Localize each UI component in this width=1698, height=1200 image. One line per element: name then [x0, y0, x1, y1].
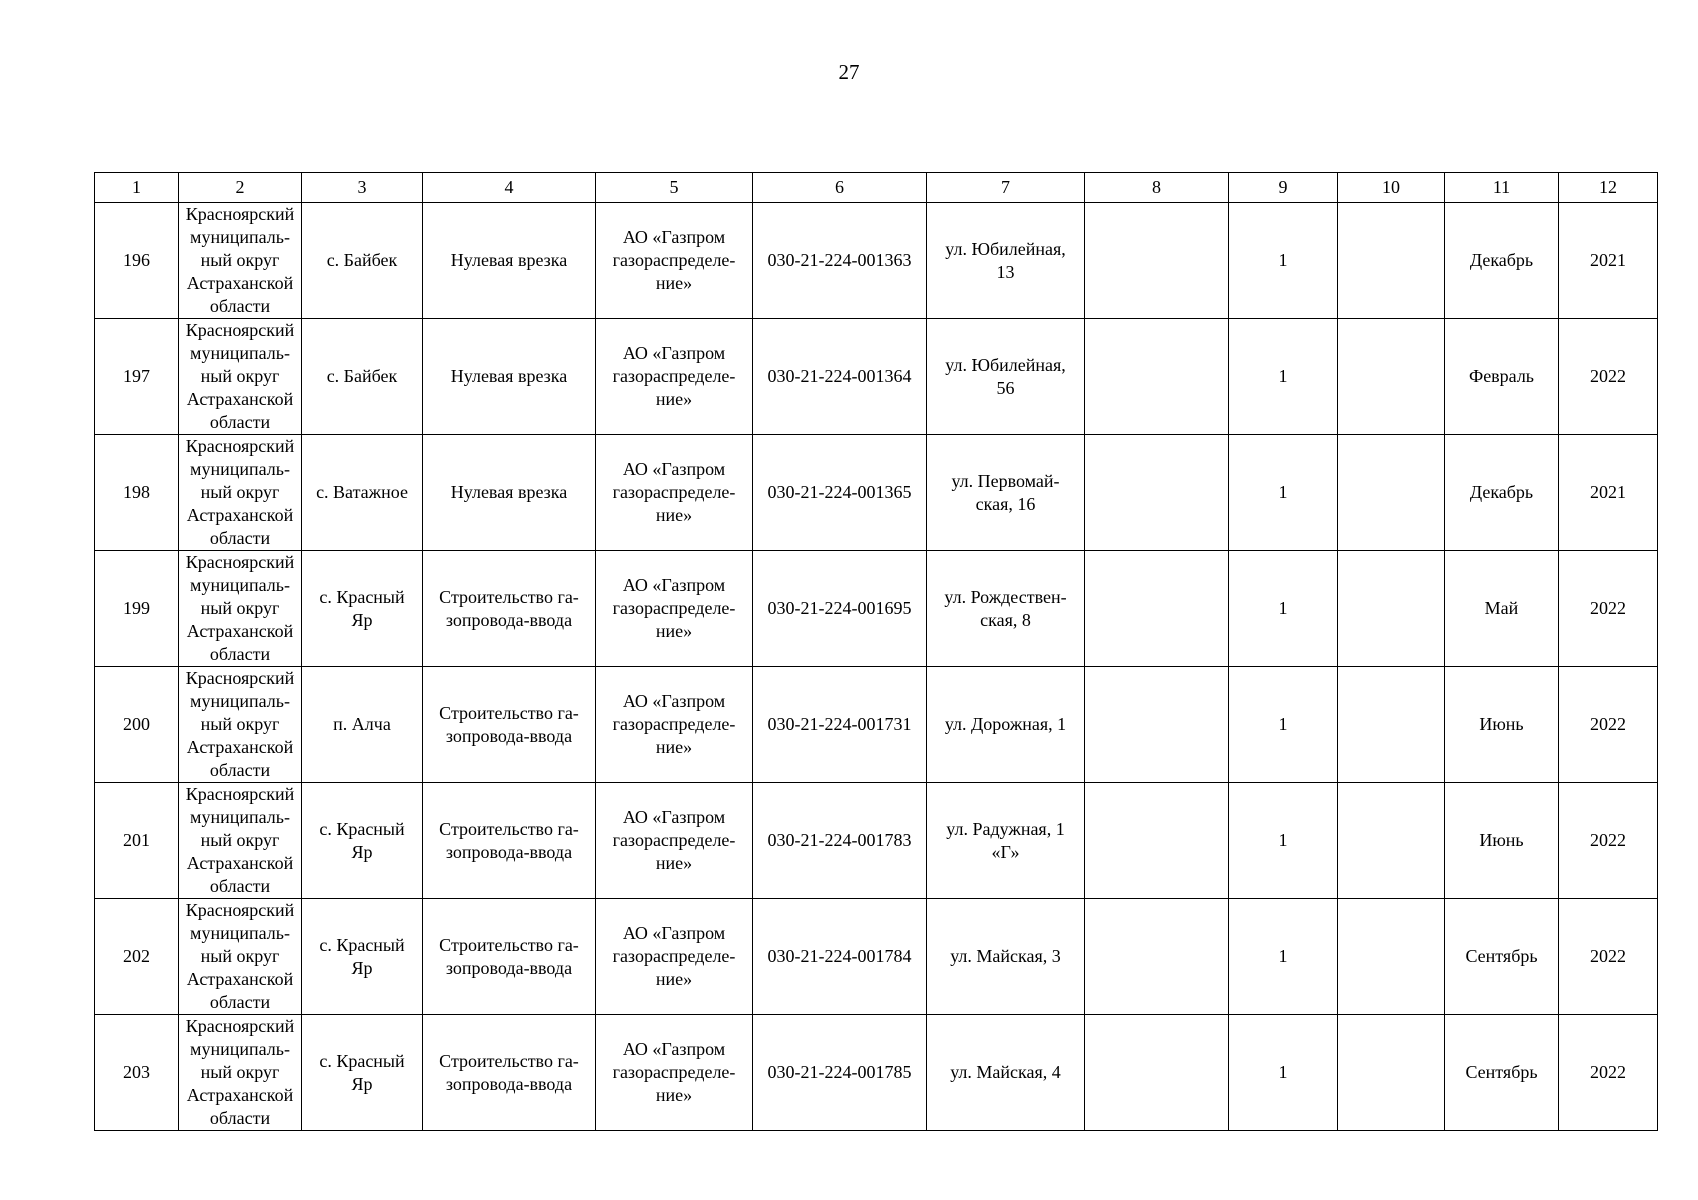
cell-text: 201 [123, 830, 150, 850]
cell-year [1559, 899, 1658, 1015]
cell-work-type [423, 551, 596, 667]
cell-address [927, 435, 1085, 551]
cell-region [179, 783, 302, 899]
table-row [95, 435, 1658, 551]
cell-address [927, 551, 1085, 667]
cell-settlement [302, 319, 423, 435]
cell-text: АО «Газпром газораспределе- ние» [612, 807, 736, 873]
cell-text: 1 [1278, 482, 1288, 502]
cell-text: 2021 [1590, 250, 1626, 270]
cell-col-10 [1338, 783, 1445, 899]
column-header: 2 [179, 173, 302, 203]
cell-code [753, 551, 927, 667]
cell-text: ул. Рождествен- ская, 8 [944, 586, 1067, 630]
cell-text: Красноярский муниципаль- ный округ Астраханской области [185, 784, 295, 896]
cell-text: 1 [1278, 714, 1288, 734]
cell-text: 030-21-224-001784 [767, 946, 912, 966]
cell-month [1445, 435, 1559, 551]
cell-text: Строительство га- зопровода-ввода [439, 1050, 579, 1094]
cell-address [927, 1015, 1085, 1131]
cell-organization [596, 783, 753, 899]
cell-text: 2022 [1590, 366, 1626, 386]
cell-text: ул. Юбилейная, 13 [945, 238, 1066, 282]
cell-text: Красноярский муниципаль- ный округ Астраханской области [185, 436, 295, 548]
column-header: 12 [1559, 173, 1658, 203]
cell-text: 1 [1278, 946, 1288, 966]
column-header: 9 [1229, 173, 1338, 203]
cell-text: 2021 [1590, 482, 1626, 502]
cell-text: 2022 [1590, 946, 1626, 966]
cell-text: АО «Газпром газораспределе- ние» [612, 343, 736, 409]
cell-text: ул. Радужная, 1 «Г» [946, 818, 1065, 862]
cell-number [95, 667, 179, 783]
cell-text: 2022 [1590, 830, 1626, 850]
cell-settlement [302, 899, 423, 1015]
cell-col-10 [1338, 435, 1445, 551]
table-row [95, 203, 1658, 319]
cell-text: 030-21-224-001365 [767, 482, 912, 502]
cell-settlement [302, 667, 423, 783]
cell-month [1445, 899, 1559, 1015]
cell-text: ул. Юбилейная, 56 [945, 354, 1066, 398]
cell-year [1559, 1015, 1658, 1131]
cell-address [927, 203, 1085, 319]
cell-text: Нулевая врезка [450, 250, 568, 270]
cell-text: Декабрь [1469, 250, 1534, 270]
page-number: 27 [838, 60, 860, 84]
cell-text: Красноярский муниципаль- ный округ Астраханской области [185, 900, 295, 1012]
cell-text: 202 [123, 946, 150, 966]
cell-text: 197 [123, 366, 150, 386]
cell-code [753, 899, 927, 1015]
cell-organization [596, 899, 753, 1015]
cell-text: с. Красный Яр [319, 586, 405, 630]
cell-settlement [302, 551, 423, 667]
cell-work-type [423, 319, 596, 435]
table-row [95, 1015, 1658, 1131]
cell-organization [596, 435, 753, 551]
cell-month [1445, 551, 1559, 667]
table-body [95, 173, 1658, 1131]
cell-text: Сентябрь [1465, 1062, 1538, 1082]
cell-region [179, 435, 302, 551]
cell-text: Красноярский муниципаль- ный округ Астраханской области [185, 668, 295, 780]
cell-text: АО «Газпром газораспределе- ние» [612, 459, 736, 525]
cell-text: 1 [1278, 598, 1288, 618]
cell-text: Красноярский муниципаль- ный округ Астраханской области [185, 320, 295, 432]
cell-settlement [302, 1015, 423, 1131]
cell-region [179, 551, 302, 667]
cell-text: 030-21-224-001363 [767, 250, 912, 270]
cell-quantity [1229, 1015, 1338, 1131]
cell-quantity [1229, 899, 1338, 1015]
cell-code [753, 203, 927, 319]
cell-col-10 [1338, 319, 1445, 435]
cell-code [753, 783, 927, 899]
cell-text: 1 [1278, 830, 1288, 850]
cell-text: Строительство га- зопровода-ввода [439, 586, 579, 630]
cell-col-8 [1085, 783, 1229, 899]
cell-col-8 [1085, 551, 1229, 667]
cell-year [1559, 435, 1658, 551]
cell-col-10 [1338, 551, 1445, 667]
cell-settlement [302, 435, 423, 551]
cell-text: Красноярский муниципаль- ный округ Астраханской области [185, 1016, 295, 1128]
cell-number [95, 435, 179, 551]
cell-text: с. Байбек [326, 250, 398, 270]
cell-text: ул. Майская, 4 [950, 1062, 1061, 1082]
cell-work-type [423, 1015, 596, 1131]
cell-text: 199 [123, 598, 150, 618]
cell-number [95, 203, 179, 319]
table-row [95, 899, 1658, 1015]
cell-region [179, 319, 302, 435]
cell-code [753, 667, 927, 783]
cell-organization [596, 319, 753, 435]
cell-month [1445, 203, 1559, 319]
cell-year [1559, 667, 1658, 783]
cell-quantity [1229, 319, 1338, 435]
cell-text: 2022 [1590, 598, 1626, 618]
cell-text: с. Красный Яр [319, 818, 405, 862]
cell-text: 198 [123, 482, 150, 502]
cell-text: 2022 [1590, 1062, 1626, 1082]
cell-year [1559, 783, 1658, 899]
cell-code [753, 435, 927, 551]
cell-text: ул. Майская, 3 [950, 946, 1061, 966]
cell-year [1559, 319, 1658, 435]
cell-text: АО «Газпром газораспределе- ние» [612, 575, 736, 641]
cell-settlement [302, 203, 423, 319]
cell-text: 1 [1278, 1062, 1288, 1082]
cell-col-8 [1085, 899, 1229, 1015]
table-row [95, 667, 1658, 783]
header-row [95, 173, 1658, 203]
cell-month [1445, 319, 1559, 435]
cell-region [179, 667, 302, 783]
cell-code [753, 319, 927, 435]
cell-text: 1 [1278, 366, 1288, 386]
cell-month [1445, 1015, 1559, 1131]
cell-text: ул. Первомай- ская, 16 [951, 470, 1060, 514]
cell-text: с. Ватажное [316, 482, 408, 502]
column-header: 4 [423, 173, 596, 203]
cell-organization [596, 1015, 753, 1131]
column-header: 3 [302, 173, 423, 203]
cell-col-10 [1338, 1015, 1445, 1131]
cell-col-10 [1338, 667, 1445, 783]
cell-number [95, 551, 179, 667]
cell-text: с. Байбек [326, 366, 398, 386]
cell-text: АО «Газпром газораспределе- ние» [612, 1039, 736, 1105]
cell-text: 030-21-224-001783 [767, 830, 912, 850]
cell-text: Май [1484, 598, 1519, 618]
cell-text: Июнь [1479, 714, 1524, 734]
cell-organization [596, 667, 753, 783]
cell-text: Красноярский муниципаль- ный округ Астраханской области [185, 552, 295, 664]
cell-number [95, 899, 179, 1015]
cell-text: Декабрь [1469, 482, 1534, 502]
cell-work-type [423, 203, 596, 319]
cell-text: Красноярский муниципаль- ный округ Астраханской области [185, 204, 295, 316]
cell-text: с. Красный Яр [319, 1050, 405, 1094]
cell-quantity [1229, 435, 1338, 551]
cell-text: Нулевая врезка [450, 366, 568, 386]
cell-year [1559, 203, 1658, 319]
cell-work-type [423, 783, 596, 899]
cell-work-type [423, 667, 596, 783]
cell-text: 030-21-224-001785 [767, 1062, 912, 1082]
cell-text: АО «Газпром газораспределе- ние» [612, 691, 736, 757]
cell-quantity [1229, 783, 1338, 899]
cell-col-8 [1085, 435, 1229, 551]
cell-code [753, 1015, 927, 1131]
cell-text: Июнь [1479, 830, 1524, 850]
cell-number [95, 783, 179, 899]
cell-text: 200 [123, 714, 150, 734]
cell-month [1445, 667, 1559, 783]
cell-text: 196 [123, 250, 150, 270]
cell-col-10 [1338, 899, 1445, 1015]
cell-text: 030-21-224-001731 [767, 714, 912, 734]
table-row [95, 319, 1658, 435]
cell-region [179, 203, 302, 319]
column-header: 10 [1338, 173, 1445, 203]
cell-work-type [423, 899, 596, 1015]
column-header: 8 [1085, 173, 1229, 203]
cell-work-type [423, 435, 596, 551]
cell-number [95, 319, 179, 435]
cell-text: Февраль [1468, 366, 1535, 386]
cell-region [179, 899, 302, 1015]
column-header: 6 [753, 173, 927, 203]
cell-text: АО «Газпром газораспределе- ние» [612, 923, 736, 989]
cell-col-8 [1085, 1015, 1229, 1131]
cell-text: Нулевая врезка [450, 482, 568, 502]
cell-address [927, 667, 1085, 783]
cell-text: Сентябрь [1465, 946, 1538, 966]
cell-text: Строительство га- зопровода-ввода [439, 818, 579, 862]
cell-text: 2022 [1590, 714, 1626, 734]
cell-text: п. Алча [333, 714, 391, 734]
column-header: 11 [1445, 173, 1559, 203]
cell-text: АО «Газпром газораспределе- ние» [612, 227, 736, 293]
cell-month [1445, 783, 1559, 899]
table-row [95, 783, 1658, 899]
cell-col-10 [1338, 203, 1445, 319]
data-table [94, 172, 1658, 1131]
cell-col-8 [1085, 319, 1229, 435]
cell-settlement [302, 783, 423, 899]
table-row [95, 551, 1658, 667]
cell-address [927, 783, 1085, 899]
cell-col-8 [1085, 667, 1229, 783]
cell-text: 030-21-224-001364 [767, 366, 912, 386]
cell-text: Строительство га- зопровода-ввода [439, 934, 579, 978]
cell-quantity [1229, 551, 1338, 667]
cell-region [179, 1015, 302, 1131]
cell-text: 203 [123, 1062, 150, 1082]
cell-text: 1 [1278, 250, 1288, 270]
cell-text: 030-21-224-001695 [767, 598, 912, 618]
cell-address [927, 899, 1085, 1015]
cell-address [927, 319, 1085, 435]
cell-text: Строительство га- зопровода-ввода [439, 702, 579, 746]
cell-col-8 [1085, 203, 1229, 319]
column-header: 1 [95, 173, 179, 203]
cell-quantity [1229, 203, 1338, 319]
cell-organization [596, 203, 753, 319]
cell-text: ул. Дорожная, 1 [944, 714, 1067, 734]
cell-quantity [1229, 667, 1338, 783]
column-header: 7 [927, 173, 1085, 203]
cell-number [95, 1015, 179, 1131]
column-header: 5 [596, 173, 753, 203]
cell-organization [596, 551, 753, 667]
cell-year [1559, 551, 1658, 667]
cell-text: с. Красный Яр [319, 934, 405, 978]
